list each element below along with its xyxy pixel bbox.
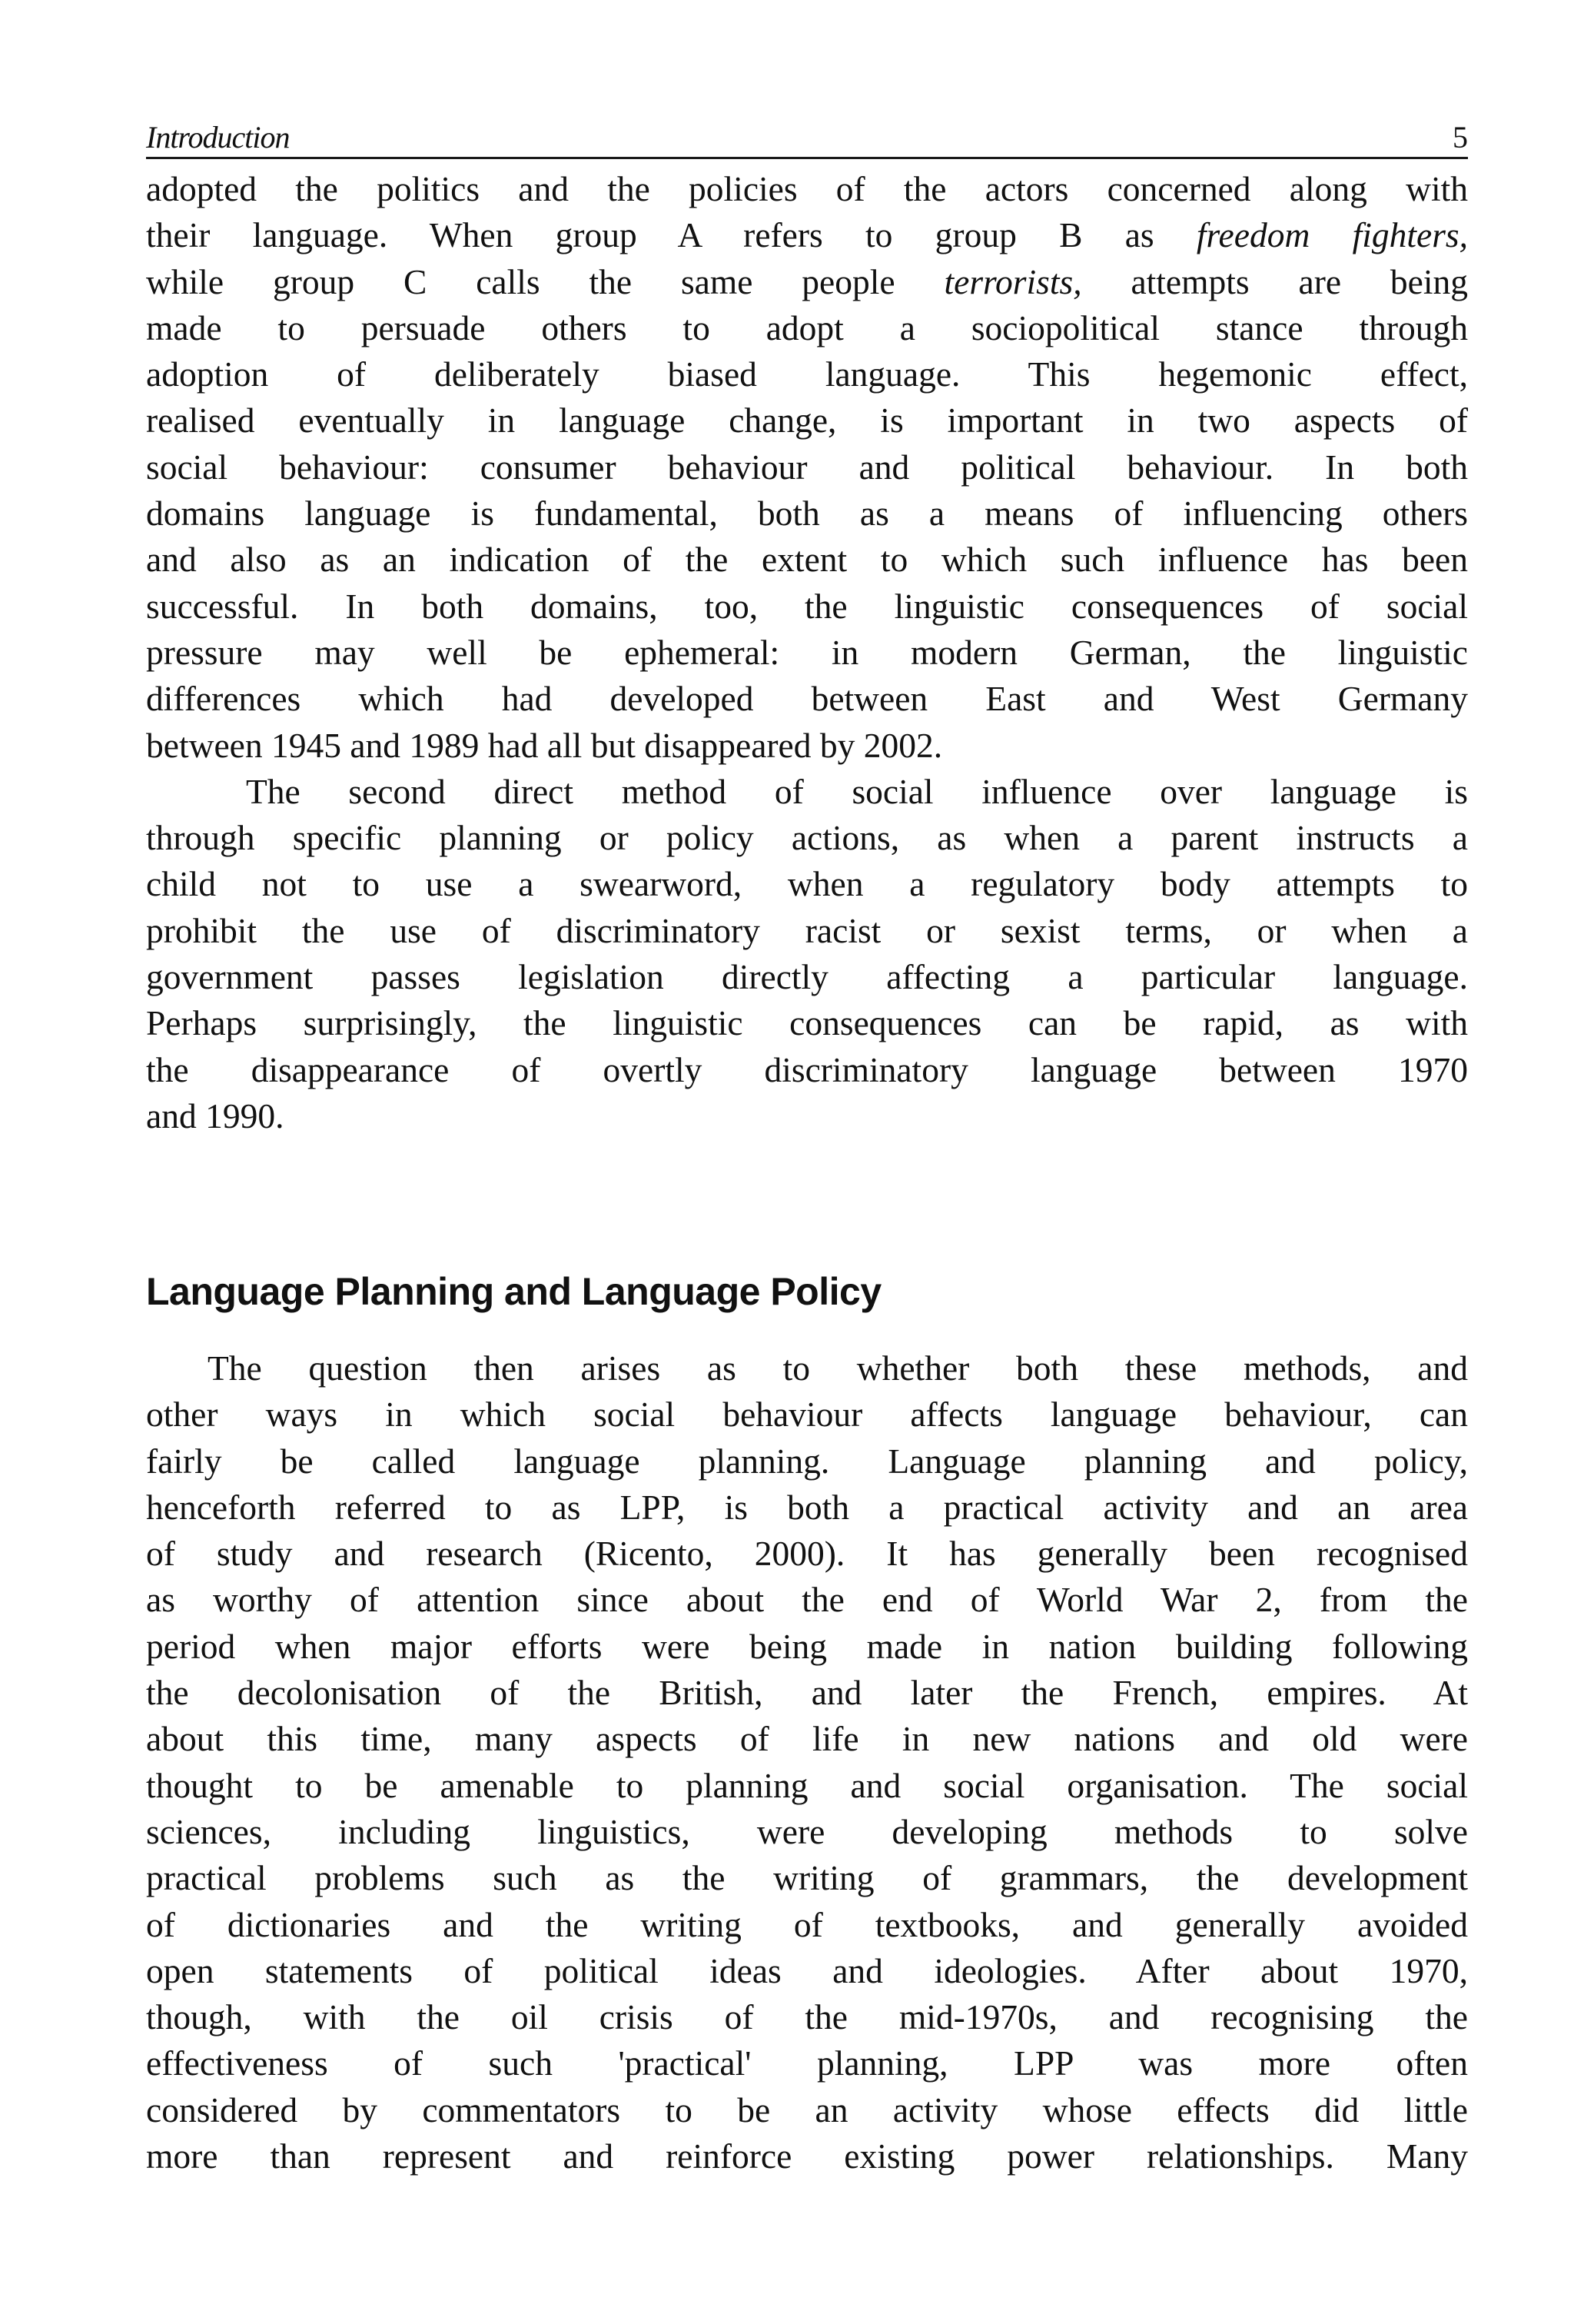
- text-line: sciences, including linguistics, were developing methods to solve: [146, 1811, 1468, 1851]
- text-line: government passes legislation directly affecting a particular language.: [146, 957, 1468, 997]
- text-line: other ways in which social behaviour affects language behaviour, can: [146, 1395, 1468, 1435]
- section-heading: Language Planning and Language Policy: [146, 1270, 882, 1313]
- paragraph-lpp: [146, 1345, 1468, 2179]
- body-text-top: [146, 166, 1468, 1139]
- text-line: pressure may well be ephemeral: in modern German, the linguistic: [146, 632, 1468, 672]
- text-line: though, with the oil crisis of the mid-1970s, and recognising the: [146, 1997, 1468, 2037]
- text-line: social behaviour: consumer behaviour and political behaviour. In both: [146, 447, 1468, 487]
- text-line: considered by commentators to be an activity whose effects did little: [146, 2090, 1468, 2130]
- text-line: of dictionaries and the writing of textbooks, and generally avoided: [146, 1904, 1468, 1944]
- running-header: [146, 114, 1468, 159]
- text-line: and also as an indication of the extent to which such influence has been: [146, 540, 1468, 580]
- text-line: successful. In both domains, too, the linguistic consequences of social: [146, 586, 1468, 626]
- text-line: the disappearance of overtly discriminatory language between 1970: [146, 1049, 1468, 1089]
- page-number: 5: [1453, 120, 1468, 155]
- text-line: open statements of political ideas and ideologies. After about 1970,: [146, 1950, 1468, 1990]
- text-line: as worthy of attention since about the end of World War 2, from the: [146, 1580, 1468, 1620]
- text-fragment: while group C calls the same people: [146, 261, 945, 301]
- paragraph-second-method: [146, 769, 1468, 1139]
- text-line: made to persuade others to adopt a sociopolitical stance through: [146, 308, 1468, 347]
- text-line: practical problems such as the writing of grammars, the development: [146, 1858, 1468, 1898]
- text-line: Perhaps surprisingly, the linguistic consequences can be rapid, as with: [146, 1003, 1468, 1043]
- italic-term-terrorists: terrorists,: [944, 261, 1082, 301]
- text-line: differences which had developed between East and West Germany: [146, 679, 1468, 719]
- text-line: effectiveness of such 'practical' planning, LPP was more often: [146, 2043, 1468, 2083]
- text-line: about this time, many aspects of life in new nations and old were: [146, 1719, 1468, 1759]
- text-line: The question then arises as to whether both these methods, and: [208, 1348, 1468, 1388]
- text-fragment: attempts are being: [1081, 261, 1469, 301]
- text-line: domains language is fundamental, both as a means of influencing others: [146, 494, 1468, 534]
- text-line: fairly be called language planning. Language planning and policy,: [146, 1441, 1468, 1481]
- text-line: thought to be amenable to planning and social organisation. The social: [146, 1765, 1468, 1805]
- text-line: more than represent and reinforce existing power relationships. Many: [146, 2136, 1468, 2176]
- running-header-title: Introduction: [146, 120, 290, 155]
- text-line: prohibit the use of discriminatory racist or sexist terms, or when a: [146, 910, 1468, 950]
- text-line: through specific planning or policy actions, as when a parent instructs a: [146, 818, 1468, 858]
- text-line: child not to use a swearword, when a regulatory body attempts to: [146, 864, 1468, 904]
- text-line: of study and research (Ricento, 2000). It has generally been recognised: [146, 1534, 1468, 1574]
- italic-term-freedom-fighters: freedom fighters,: [1196, 215, 1468, 255]
- body-text-bottom: [146, 1345, 1468, 2179]
- text-line: the decolonisation of the British, and later the French, empires. At: [146, 1673, 1468, 1713]
- text-line: The second direct method of social influence over language is: [246, 771, 1468, 811]
- paragraph-continued: [146, 166, 1468, 769]
- text-line: [146, 259, 1468, 305]
- text-line: and 1990.: [146, 1096, 284, 1135]
- text-line: henceforth referred to as LPP, is both a practical activity and an area: [146, 1487, 1468, 1527]
- text-line: period when major efforts were being made in nation building following: [146, 1626, 1468, 1666]
- text-fragment: their language. When group A refers to group B as: [146, 215, 1197, 255]
- text-line: [146, 212, 1468, 258]
- text-line: between 1945 and 1989 had all but disappeared by 2002.: [146, 725, 943, 765]
- text-line: adoption of deliberately biased language. This hegemonic effect,: [146, 354, 1468, 394]
- text-line: realised eventually in language change, is important in two aspects of: [146, 401, 1468, 441]
- text-line: adopted the politics and the policies of the actors concerned along with: [146, 169, 1468, 208]
